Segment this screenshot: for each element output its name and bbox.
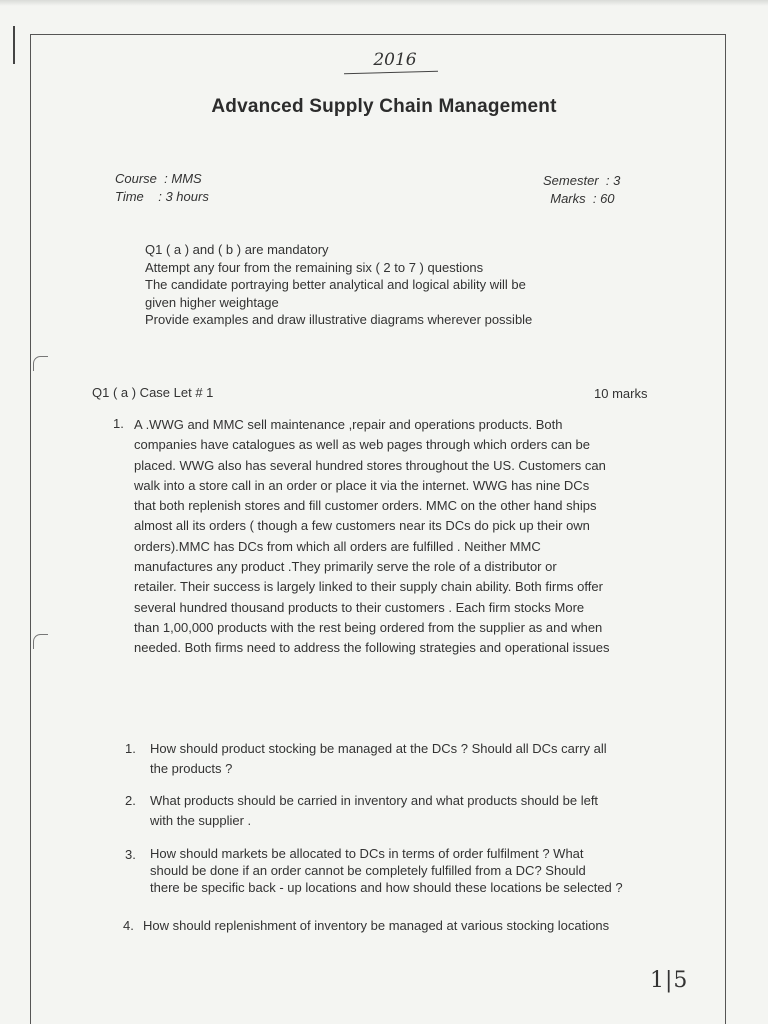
instruction-line: Provide examples and draw illustrative diagrams wherever possible (145, 312, 533, 327)
case-line: that both replenish stores and fill customer orders. MMC on the other hand ships (134, 498, 597, 514)
instruction-line: Q1 ( a ) and ( b ) are mandatory (145, 242, 329, 257)
case-line: retailer. Their success is largely linked to their supply chain ability. Both firms offer (134, 579, 603, 595)
semester-label: Semester (543, 173, 599, 188)
sub-question-line: should be done if an order cannot be completely fulfilled from a DC? Should (150, 863, 586, 878)
time-label: Time (115, 189, 144, 204)
punch-hole-mark (33, 356, 48, 371)
exam-title: Advanced Supply Chain Management (211, 96, 557, 117)
sub-question-line: How should replenishment of inventory be managed at various stocking locations (143, 918, 610, 933)
sub-question-text (150, 739, 607, 779)
scan-edge-mark (13, 26, 15, 64)
sub-question-line: there be specific back - up locations and how should these locations be selected ? (150, 880, 623, 895)
sub-question-line: the products ? (150, 761, 233, 776)
instructions-block (145, 241, 532, 329)
course-time-block (115, 170, 209, 206)
handwritten-year: 2016 (373, 50, 417, 70)
case-line: almost all its orders ( though a few customers near its DCs do pick up their own (134, 518, 590, 534)
case-line: walk into a store call in an order or place it via the internet. WWG has nine DCs (134, 477, 590, 493)
instruction-line: The candidate portraying better analytical and logical ability will be (145, 277, 526, 292)
case-line: needed. Both firms need to address the following strategies and operational issues (134, 640, 610, 656)
instruction-line: Attempt any four from the remaining six ( 2 to 7 ) questions (145, 259, 484, 275)
scan-edge-shadow (0, 0, 768, 6)
sub-question-number: 3. (125, 847, 136, 862)
case-line: than 1,00,000 products with the rest being ordered from the supplier as and when (134, 619, 603, 635)
sub-question-line: How should product stocking be managed at the DCs ? Should all DCs carry all (150, 741, 607, 756)
course-value: MMS (171, 171, 202, 186)
question-1a-marks: 10 marks (594, 386, 648, 401)
sub-question-number: 1. (125, 741, 136, 756)
case-line: A .WWG and MMC sell maintenance ,repair and operations products. Both (134, 417, 563, 432)
course-row: Course : MMS (115, 171, 202, 186)
semester-row: Semester : 3 (543, 173, 621, 188)
handwritten-page-number: 1|5 (650, 968, 689, 993)
semester-marks-block (543, 172, 620, 208)
course-label: Course (115, 171, 157, 186)
case-text (134, 415, 674, 659)
instruction-line: given higher weightage (145, 294, 279, 310)
punch-hole-mark (33, 634, 48, 649)
case-line: companies have catalogues as well as web pages through which orders can be (134, 437, 590, 453)
sub-question-text (150, 791, 598, 831)
sub-question-number: 4. (123, 918, 134, 933)
case-number: 1. (113, 416, 124, 431)
sub-question-text (150, 845, 623, 896)
case-line: several hundred thousand products to their customers . Each firm stocks More (134, 599, 585, 615)
time-row: Time : 3 hours (115, 189, 209, 204)
case-line: orders).MMC has DCs from which all orders are fulfilled . Neither MMC (134, 538, 541, 554)
case-line: manufactures any product .They primarily serve the role of a distributor or (134, 559, 557, 575)
time-value: 3 hours (165, 189, 209, 204)
sub-question-line: What products should be carried in inventory and what products should be left (150, 793, 599, 808)
question-1a-label: Q1 ( a ) Case Let # 1 (92, 385, 214, 400)
sub-question-line: with the supplier . (150, 813, 252, 828)
case-line: placed. WWG also has several hundred stores throughout the US. Customers can (134, 457, 606, 473)
sub-question-line: How should markets be allocated to DCs in terms of order fulfilment ? What (150, 846, 584, 861)
marks-row: Marks : 60 (550, 191, 615, 206)
sub-question-text (143, 916, 609, 936)
marks-label: Marks (550, 191, 586, 206)
marks-value: 60 (600, 191, 615, 206)
semester-value: 3 (613, 173, 621, 188)
sub-question-number: 2. (125, 793, 136, 808)
